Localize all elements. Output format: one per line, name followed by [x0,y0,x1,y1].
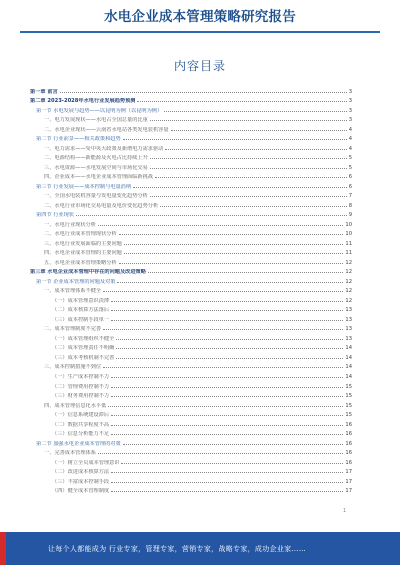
page-number: 1 [343,508,347,514]
toc-leader-dots [111,472,343,473]
toc-entry-page: 3 [348,88,352,95]
toc-entry-page: 8 [348,202,352,209]
toc-entry-label: （三）成本控制手段单一 [52,316,110,323]
header-divider [20,31,380,33]
toc-entry-label: （一）信息系统建设滞后 [52,412,110,419]
toc-entry[interactable] [30,380,352,390]
toc-entry[interactable] [30,266,352,276]
toc-entry[interactable] [30,199,352,209]
toc-entry-label: （三）丰富成本控制手段 [52,478,110,485]
toc-entry-label: 第三章 水电企业成本管理中存在的问题及改进策略 [30,269,146,276]
toc-entry-label: 二、水电企业现状——云南省水电站各类发电装机容量 [44,126,169,133]
toc-entry-page: 3 [348,117,352,124]
toc-entry-label: 第一节 水电发展与趋势——以昆明为例（以昆明为例） [36,107,163,114]
toc-entry-page: 6 [348,183,352,190]
toc-entry-label: 第三节 行业发展——成本控制与电量消纳 [36,183,132,190]
toc-entry-label: （一）成本管理组织不健全 [52,335,115,342]
toc-entry-page: 12 [345,269,352,276]
toc-leader-dots [171,130,347,131]
footer-slogan: 让每个人都能成为 行业专家，管理专家，营销专家，战略专家，成功企业家…… [48,544,307,553]
toc-leader-dots [98,225,344,226]
toc-leader-dots [111,396,343,397]
toc-leader-dots [148,272,343,273]
toc-leader-dots [121,463,343,464]
toc-entry-page: 14 [345,345,352,352]
toc-entry[interactable] [30,342,352,352]
toc-leader-dots [111,482,343,483]
toc-leader-dots [111,310,343,311]
toc-leader-dots [111,425,343,426]
toc-entry-page: 12 [345,278,352,285]
toc-entry-page: 13 [345,335,352,342]
toc-entry-page: 12 [345,297,352,304]
toc-entry-page: 4 [348,145,352,152]
toc-entry-label: （二）成本核算方法落后 [52,307,110,314]
toc-entry[interactable] [30,180,352,190]
toc-entry[interactable] [30,133,352,143]
toc-entry-page: 10 [345,221,352,228]
toc-entry-label: 四、成本管理信息化水平低 [44,402,107,409]
toc-leader-dots [160,206,347,207]
toc-entry-label: （一）生产成本控制不力 [52,373,110,380]
toc-entry[interactable] [30,285,352,295]
toc-heading: 内容目录 [173,59,226,73]
toc-entry-page: 6 [348,174,352,181]
toc-entry-page: 15 [345,402,352,409]
toc-leader-dots [103,367,343,368]
toc-entry-page: 5 [348,155,352,162]
toc-entry[interactable] [30,332,352,342]
toc-entry-page: 16 [345,421,352,428]
toc-leader-dots [111,301,343,302]
toc-leader-dots [116,348,343,349]
toc-entry-label: 二、电源结构——新能源及火电占比持续上升 [44,155,148,162]
toc-entry[interactable] [30,114,352,124]
toc-entry-page: 3 [348,98,352,105]
toc-entry-page: 13 [345,326,352,333]
toc-leader-dots [164,111,347,112]
toc-entry[interactable] [30,228,352,238]
toc-leader-dots [111,377,343,378]
toc-leader-dots [111,320,343,321]
toc-entry[interactable] [30,123,352,133]
toc-leader-dots [150,158,347,159]
toc-entry[interactable] [30,95,352,105]
toc-entry-page: 15 [345,383,352,390]
toc-entry[interactable] [30,418,352,428]
toc-entry-page: 14 [345,364,352,371]
toc-entry[interactable] [30,485,352,495]
toc-leader-dots [103,329,343,330]
toc-leader-dots [124,253,344,254]
toc-entry[interactable] [30,85,352,95]
toc-entry-page: 16 [345,459,352,466]
toc-leader-dots [150,168,347,169]
toc-leader-dots [150,120,347,121]
toc-entry-label: 四、水电企业成本管理的主要问题 [44,250,122,257]
toc-leader-dots [137,101,346,102]
toc-entry-label: 一、电力需求——受中央大政策及新增电力需求驱动 [44,145,164,152]
toc-entry[interactable] [30,313,352,323]
toc-entry-label: （三）成本考核机制不完善 [52,354,115,361]
toc-entry-page: 3 [348,107,352,114]
toc-entry-page: 13 [345,307,352,314]
toc-entry-page: 12 [345,288,352,295]
toc-entry[interactable] [30,237,352,247]
toc-leader-dots [98,453,344,454]
toc-entry-label: （三）信息分析能力不足 [52,431,110,438]
toc-entry-page: 12 [345,259,352,266]
toc-leader-dots [155,177,347,178]
footer-banner [0,532,400,565]
toc-leader-dots [150,196,347,197]
toc-entry-page: 4 [348,126,352,133]
toc-leader-dots [116,339,343,340]
toc-entry-page: 16 [345,450,352,457]
toc-leader-dots [103,291,343,292]
toc-entry[interactable] [30,152,352,162]
toc-entry-label: 第二章 2023-2028年水电行业发展趋势预测 [30,98,136,105]
toc-entry-page: 17 [345,478,352,485]
toc-leader-dots [123,139,347,140]
report-title: 水电企业成本管理策略研究报告 [104,9,296,25]
toc-entry-label: （二）数据共享程度不高 [52,421,110,428]
toc-entry-label: 三、成本控制措施不到位 [44,364,102,371]
toc-entry-label: 一、全国水电装机容量与发电量变化趋势分析 [44,193,148,200]
toc-entry-page: 7 [348,193,352,200]
toc-leader-dots [111,491,343,492]
toc-entry-label: 五、水电企业成本管理策略分析 [44,259,117,266]
toc-entry[interactable] [30,323,352,333]
toc-entry[interactable] [30,390,352,400]
toc-entry-page: 11 [345,250,352,257]
toc-entry-page: 4 [348,136,352,143]
toc-entry-label: 第四节 行业现状 [36,212,74,219]
toc-entry-label: 二、水电行业成本管理现状分析 [44,231,117,238]
toc-leader-dots [165,149,346,150]
toc-entry[interactable] [30,256,352,266]
toc-leader-dots [133,187,347,188]
toc-leader-dots [119,263,344,264]
toc-entry-label: 一、电力发展现状——水电占全国总量的比重 [44,117,148,124]
toc-entry[interactable] [30,142,352,152]
toc-entry[interactable] [30,190,352,200]
toc-entry-label: 四、企业成本——水电企业成本管理面临新挑战 [44,174,153,181]
toc-entry-label: 三、水电资源——水电发展空间与市场化交易 [44,164,148,171]
toc-entry-page: 11 [345,240,352,247]
toc-entry-page: 10 [345,231,352,238]
toc-entry[interactable] [30,209,352,219]
toc-leader-dots [108,406,343,407]
toc-entry[interactable] [30,447,352,457]
toc-leader-dots [116,358,343,359]
toc-entry[interactable] [30,218,352,228]
toc-entry[interactable] [30,171,352,181]
toc-entry-label: （二）改进成本核算方法 [52,469,110,476]
toc-entry-page: 13 [345,316,352,323]
toc-entry[interactable] [30,428,352,438]
toc-leader-dots [117,282,343,283]
toc-entry[interactable] [30,466,352,476]
toc-entry-label: 一、完善成本管理体系 [44,450,96,457]
toc-entry-label: 二、水电行业市场化交易电量及电价变化趋势分析 [44,202,159,209]
toc-entry[interactable] [30,275,352,285]
report-header [0,0,400,30]
toc-entry-label: 二、成本管理制度不完善 [44,326,102,333]
toc-entry-page: 9 [348,212,352,219]
toc-entry-page: 15 [345,393,352,400]
toc-entry[interactable] [30,475,352,485]
toc-leader-dots [111,387,343,388]
toc-leader-dots [119,234,344,235]
toc-entry[interactable] [30,294,352,304]
toc-entry-label: 第一章 前言 [30,88,58,95]
toc-entry-page: 14 [345,354,352,361]
toc-entry-page: 5 [348,164,352,171]
toc-entry-label: 三、水电行业发展面临的主要问题 [44,240,122,247]
toc-entry-page: 16 [345,431,352,438]
toc-leader-dots [124,244,344,245]
toc-entry-label: （一）成本管理意识淡薄 [52,297,110,304]
toc-entry[interactable] [30,456,352,466]
toc-entry-label: （三）财务费用控制不力 [52,393,110,400]
toc-entry[interactable] [30,361,352,371]
toc-entry[interactable] [30,399,352,409]
toc-entry-page: 17 [345,469,352,476]
toc-entry-page: 15 [345,412,352,419]
toc-entry-label: （二）成本管理责任不明确 [52,345,115,352]
toc-entry-label: （一）树立全员成本管理意识 [52,459,120,466]
toc-entry[interactable] [30,409,352,419]
toc-leader-dots [111,434,343,435]
toc-entry-label: 一、成本管理体系不健全 [44,288,102,295]
toc-leader-dots [123,444,344,445]
toc-entry-label: 一、水电行业现状分析 [44,221,96,228]
toc-entry[interactable] [30,351,352,361]
toc-entry-page: 17 [345,488,352,495]
toc-entry[interactable] [30,247,352,257]
toc-leader-dots [111,415,343,416]
toc-entry[interactable] [30,104,352,114]
toc-leader-dots [76,215,347,216]
toc-entry[interactable] [30,437,352,447]
toc-entry-label: 第一节 企业成本管理的问题及对策 [36,278,116,285]
toc-entry-label: 第二节 加强水电企业成本管理的对策 [36,440,121,447]
footer-accent-bar [0,532,6,565]
toc-entry-page: 14 [345,373,352,380]
toc-leader-dots [60,92,347,93]
toc-entry[interactable] [30,304,352,314]
toc-entry-label: （四）健全成本管理制度 [52,488,110,495]
toc-entry-page: 16 [345,440,352,447]
toc-entry[interactable] [30,370,352,380]
toc-entry-label: 第二节 行业前景——相关政策和趋势 [36,136,121,143]
toc-entry-label: （二）管理费用控制不力 [52,383,110,390]
table-of-contents [30,85,352,494]
toc-entry[interactable] [30,161,352,171]
